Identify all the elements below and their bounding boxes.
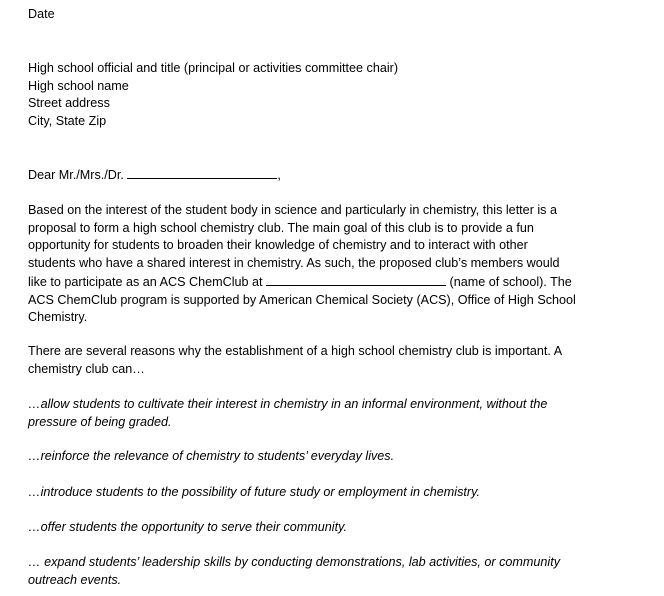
intro-line-5 (28, 273, 638, 292)
reason-1-line-2: pressure of being graded. (28, 414, 172, 429)
intro-line-6: ACS ChemClub program is supported by American Chemical Society (ACS), Office of High School (28, 292, 576, 307)
reason-3 (28, 484, 638, 502)
reason-4-text: …offer students the opportunity to serve their community. (28, 520, 347, 534)
salutation-line (28, 166, 638, 185)
reason-1-line-1: …allow students to cultivate their interest in chemistry in an informal environment, without the (28, 397, 548, 411)
school-name-blank (266, 273, 446, 286)
intro-line-5-end: (name of school). The (449, 274, 572, 289)
salutation-text: Dear Mr./Mrs./Dr. (28, 168, 124, 182)
reasons-intro-line-2: chemistry club can… (28, 361, 145, 376)
recipient-city: City, State Zip (28, 114, 107, 129)
reason-5 (28, 554, 638, 589)
reason-5-line-1: … expand students’ leadership skills by conducting demonstrations, lab activities, or community (28, 555, 560, 569)
intro-line-7: Chemistry. (28, 310, 88, 325)
intro-line-4: students who have a shared interest in chemistry. As such, the proposed club’s members would (28, 256, 560, 271)
recipient-address (28, 60, 638, 131)
reasons-intro-line-1: There are several reasons why the establishment of a high school chemistry club is important. A (28, 344, 563, 358)
reason-2 (28, 448, 638, 466)
name-blank (127, 166, 277, 179)
recipient-school: High school name (28, 78, 129, 93)
intro-paragraph (28, 202, 638, 327)
recipient-street: Street address (28, 96, 110, 111)
reasons-intro-paragraph (28, 343, 638, 378)
date-text: Date (28, 7, 55, 21)
intro-line-5-start: like to participate as an ACS ChemClub at (28, 274, 263, 289)
reason-3-text: …introduce students to the possibility of future study or employment in chemistry. (28, 485, 480, 499)
reason-4 (28, 519, 638, 537)
intro-line-2: proposal to form a high school chemistry club. The main goal of this club is to provide a fun (28, 220, 534, 235)
reason-5-line-2: outreach events. (28, 572, 122, 587)
intro-line-1: Based on the interest of the student body in science and particularly in chemistry, this letter is a (28, 203, 557, 217)
reason-2-text: …reinforce the relevance of chemistry to students’ everyday lives. (28, 449, 395, 463)
intro-line-3: opportunity for students to broaden their knowledge of chemistry and to interact with other (28, 238, 528, 253)
date-line (28, 6, 638, 24)
recipient-official: High school official and title (principal or activities committee chair) (28, 61, 399, 75)
salutation-comma: , (277, 168, 281, 182)
salutation (28, 166, 638, 185)
reason-1 (28, 396, 638, 431)
